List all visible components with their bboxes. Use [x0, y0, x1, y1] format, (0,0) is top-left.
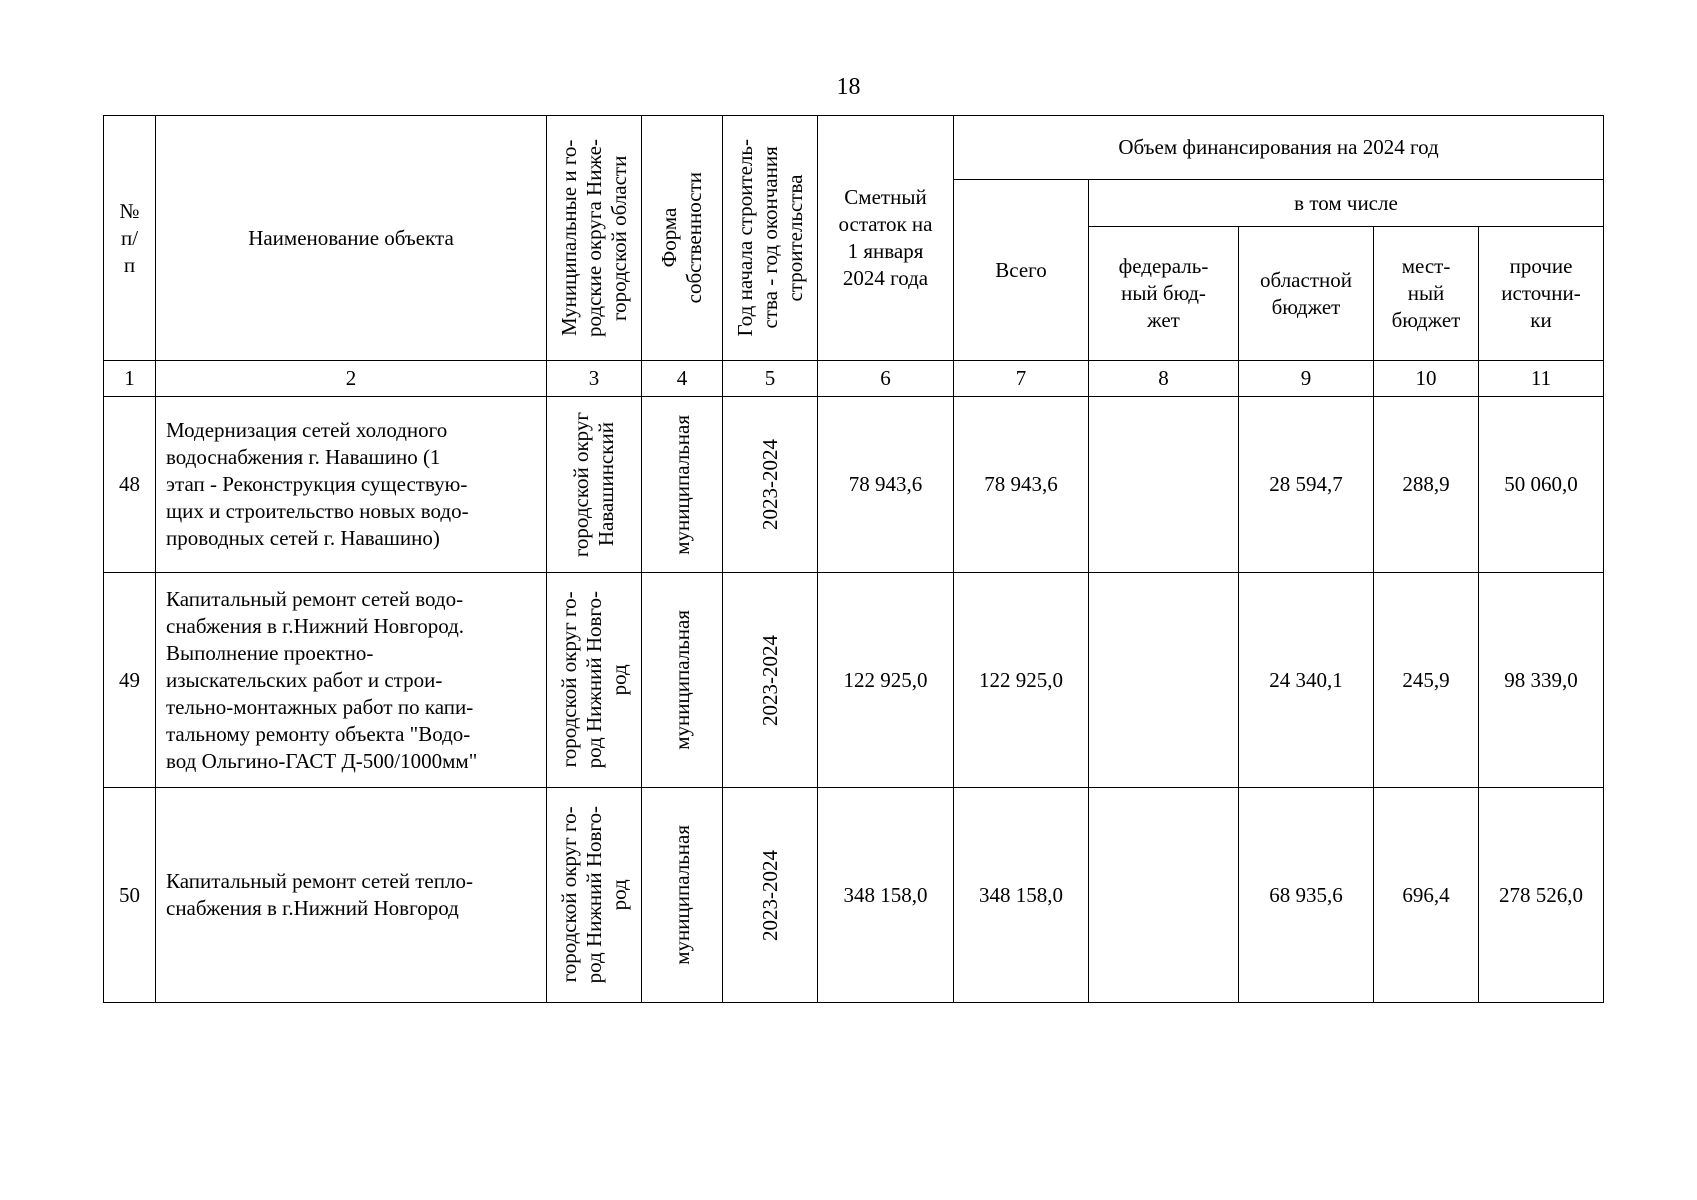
header-other: прочие источни- ки [1479, 227, 1604, 361]
row-estimate: 78 943,6 [818, 397, 954, 573]
row-local: 288,9 [1374, 397, 1479, 573]
row-num: 48 [104, 397, 156, 573]
row-years [723, 397, 818, 573]
row-other: 278 526,0 [1479, 788, 1604, 1003]
row-years [723, 573, 818, 788]
row-num: 50 [104, 788, 156, 1003]
header-ownership [642, 116, 723, 361]
table-row [104, 573, 1604, 788]
table-row [104, 788, 1604, 1003]
row-total: 348 158,0 [954, 788, 1089, 1003]
header-municipal [547, 116, 642, 361]
row-estimate: 348 158,0 [818, 788, 954, 1003]
header-years-text: Год начала строитель- ства - год окончания строительства [732, 139, 807, 337]
row-local: 696,4 [1374, 788, 1479, 1003]
column-number-row [104, 361, 1604, 397]
column-number: 2 [156, 361, 547, 397]
column-number: 4 [642, 361, 723, 397]
header-estimate: Сметный остаток на 1 января 2024 года [818, 116, 954, 361]
page-number: 18 [836, 74, 861, 100]
row-municipal [547, 573, 642, 788]
column-number: 9 [1239, 361, 1374, 397]
row-total: 78 943,6 [954, 397, 1089, 573]
header-years [723, 116, 818, 361]
column-number: 6 [818, 361, 954, 397]
column-number: 7 [954, 361, 1089, 397]
column-number: 5 [723, 361, 818, 397]
header-num: № п/ п [104, 116, 156, 361]
row-ownership-text: муниципальная [669, 414, 694, 555]
row-federal [1089, 397, 1239, 573]
column-number: 3 [547, 361, 642, 397]
row-ownership [642, 397, 723, 573]
row-ownership-text: муниципальная [669, 825, 694, 965]
object-name: Капитальный ремонт сетей водо- снабжения в г.Нижний Новгород. Выполнение проектно- изыскательских работ и строи- тельно-монтажных работ по капи- тальному ремонту объекта "Водо- вод Ольгино-ГАСТ Д-500/1000мм" [156, 573, 547, 788]
header-funding: Объем финансирования на 2024 год [954, 116, 1604, 180]
header-ownership-text: Форма собственности [657, 172, 706, 304]
header-municipal-text: Муниципальные и го- родские округа Ниже- городской области [556, 139, 631, 337]
column-number: 11 [1479, 361, 1604, 397]
row-other: 98 339,0 [1479, 573, 1604, 788]
row-regional: 24 340,1 [1239, 573, 1374, 788]
row-years-text: 2023-2024 [757, 849, 782, 941]
column-number: 1 [104, 361, 156, 397]
row-ownership [642, 573, 723, 788]
row-estimate: 122 925,0 [818, 573, 954, 788]
header-local: мест- ный бюджет [1374, 227, 1479, 361]
header-regional: областной бюджет [1239, 227, 1374, 361]
row-municipal [547, 788, 642, 1003]
header-federal: федераль- ный бюд- жет [1089, 227, 1239, 361]
row-total: 122 925,0 [954, 573, 1089, 788]
column-number: 10 [1374, 361, 1479, 397]
funding-table [103, 115, 1604, 1003]
header-name: Наименование объекта [156, 116, 547, 361]
row-other: 50 060,0 [1479, 397, 1604, 573]
row-regional: 28 594,7 [1239, 397, 1374, 573]
row-regional: 68 935,6 [1239, 788, 1374, 1003]
header-including: в том числе [1089, 180, 1604, 227]
object-name: Модернизация сетей холодного водоснабжения г. Навашино (1 этап - Реконструкция существую- щих и строительство новых водо- проводных сетей г. Навашино) [156, 397, 547, 573]
row-municipal-text: городской округ Навашинский [569, 411, 618, 558]
row-years [723, 788, 818, 1003]
header-total: Всего [954, 180, 1089, 361]
row-years-text: 2023-2024 [757, 439, 782, 530]
row-municipal-text: городской округ го- род Нижний Новго- род [556, 591, 631, 769]
row-num: 49 [104, 573, 156, 788]
row-municipal-text: городской округ го- род Нижний Новго- род [556, 806, 631, 984]
row-local: 245,9 [1374, 573, 1479, 788]
row-ownership [642, 788, 723, 1003]
row-municipal [547, 397, 642, 573]
row-federal [1089, 788, 1239, 1003]
row-ownership-text: муниципальная [669, 610, 694, 750]
object-name: Капитальный ремонт сетей тепло- снабжения в г.Нижний Новгород [156, 788, 547, 1003]
row-federal [1089, 573, 1239, 788]
row-years-text: 2023-2024 [757, 634, 782, 726]
column-number: 8 [1089, 361, 1239, 397]
table-row [104, 397, 1604, 573]
header-row-top [104, 116, 1604, 180]
